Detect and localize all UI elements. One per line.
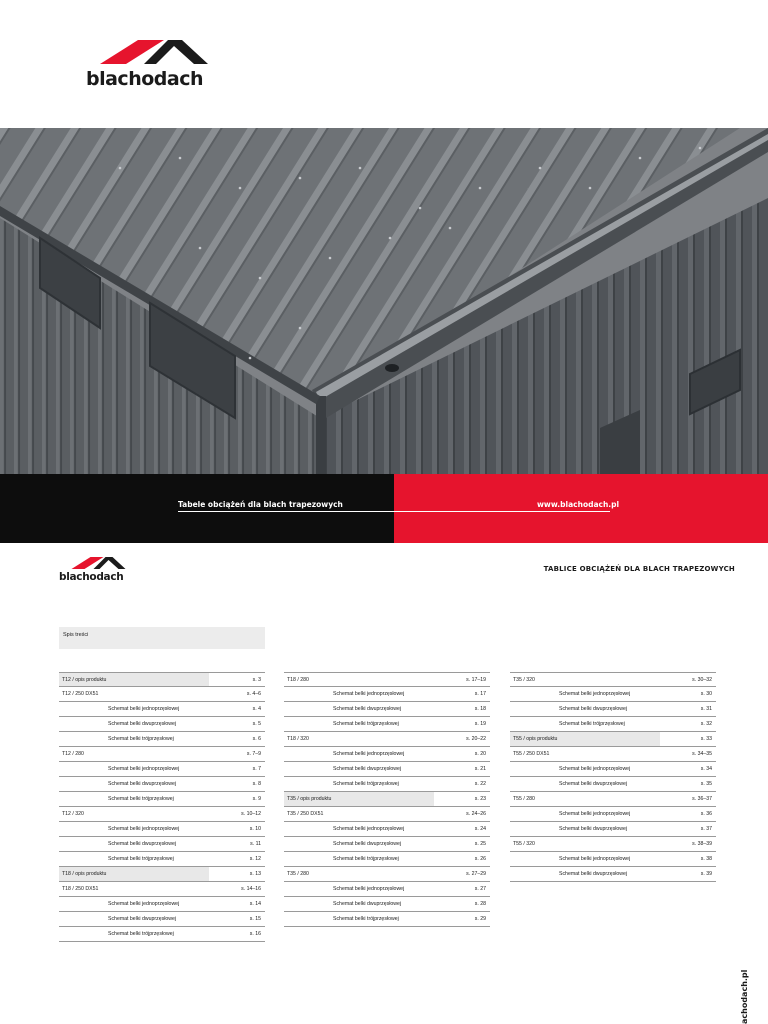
toc-column-2	[284, 672, 490, 927]
toc-page-number: s. 18	[474, 706, 486, 712]
toc-entry-row[interactable]	[59, 852, 265, 867]
toc-entry-row[interactable]	[59, 927, 265, 942]
toc-section-row[interactable]	[510, 672, 716, 687]
toc-label: Schemat belki trójprzęsłowej	[108, 796, 174, 802]
toc-section-row[interactable]	[510, 792, 716, 807]
toc-label: Schemat belki dwuprzęsłowej	[108, 781, 177, 787]
document-title: TABLICE OBCIĄŻEŃ DLA BLACH TRAPEZOWYCH	[543, 565, 735, 573]
toc-entry-row[interactable]	[284, 837, 490, 852]
toc-label: T55 / 320	[513, 841, 535, 847]
toc-page-number: s. 31	[700, 706, 712, 712]
toc-label: Schemat belki trójprzęsłowej	[108, 931, 174, 937]
toc-entry-row[interactable]	[510, 702, 716, 717]
toc-label: Schemat belki jednoprzęsłowej	[108, 706, 180, 712]
toc-page-number: s. 13	[249, 871, 261, 877]
toc-label: T18 / 280	[287, 677, 309, 683]
toc-label: Schemat belki jednoprzęsłowej	[559, 856, 631, 862]
toc-section-row[interactable]	[59, 747, 265, 762]
toc-section-row[interactable]	[510, 747, 716, 762]
toc-label: Schemat belki dwuprzęsłowej	[559, 871, 628, 877]
toc-label: Schemat belki jednoprzęsłowej	[559, 811, 631, 817]
toc-section-row[interactable]	[59, 867, 265, 882]
toc-label: Schemat belki trójprzęsłowej	[559, 721, 625, 727]
toc-page-number: s. 35	[700, 781, 712, 787]
toc-page-number: s. 7	[252, 766, 261, 772]
toc-page-number: s. 34	[700, 766, 712, 772]
toc-label: Schemat belki dwuprzęsłowej	[108, 916, 177, 922]
building-roof-illustration	[0, 128, 768, 474]
toc-entry-row[interactable]	[284, 882, 490, 897]
cover-header	[0, 0, 768, 128]
brand-wordmark: blachodach	[86, 68, 203, 90]
toc-label: Schemat belki dwuprzęsłowej	[559, 706, 628, 712]
toc-page-number: s. 27	[474, 886, 486, 892]
toc-entry-row[interactable]	[510, 717, 716, 732]
toc-page-number: s. 32	[700, 721, 712, 727]
toc-page-number: s. 29	[474, 916, 486, 922]
toc-label: Schemat belki jednoprzęsłowej	[333, 826, 405, 832]
toc-page-number: s. 6	[252, 736, 261, 742]
toc-label: T12 / opis produktu	[62, 677, 107, 683]
brand-logo[interactable]	[86, 38, 226, 94]
toc-page-number: s. 24	[474, 826, 486, 832]
toc-page-number: s. 38	[700, 856, 712, 862]
vertical-website-text: achodach.pl	[740, 969, 749, 1024]
toc-page-number: s. 26	[474, 856, 486, 862]
toc-entry-row[interactable]	[284, 702, 490, 717]
toc-entry-row[interactable]	[510, 867, 716, 882]
toc-page-number: s. 39	[700, 871, 712, 877]
toc-page-number: s. 24–26	[466, 811, 486, 817]
toc-label: T12 / 320	[62, 811, 84, 817]
toc-page-number: s. 28	[474, 901, 486, 907]
toc-page-number: s. 14	[249, 901, 261, 907]
toc-page-number: s. 15	[249, 916, 261, 922]
toc-page-number: s. 17–19	[466, 677, 486, 683]
toc-entry-row[interactable]	[59, 777, 265, 792]
toc-section-row[interactable]	[59, 672, 265, 687]
toc-page-number: s. 33	[700, 736, 712, 742]
toc-page-number: s. 30–32	[692, 677, 712, 683]
toc-page-number: s. 11	[250, 841, 261, 847]
toc-page-number: s. 4–6	[246, 691, 261, 697]
toc-entry-row[interactable]	[59, 822, 265, 837]
toc-page-number: s. 14–16	[241, 886, 261, 892]
toc-page-number: s. 3	[252, 677, 261, 683]
toc-section-row[interactable]	[284, 867, 490, 882]
toc-label: Schemat belki trójprzęsłowej	[333, 721, 399, 727]
toc-label: T55 / opis produktu	[513, 736, 558, 742]
toc-label: Schemat belki dwuprzęsłowej	[333, 901, 402, 907]
toc-label: Schemat belki trójprzęsłowej	[108, 736, 174, 742]
toc-label: Schemat belki dwuprzęsłowej	[333, 841, 402, 847]
toc-entry-row[interactable]	[284, 852, 490, 867]
toc-page-number: s. 19	[474, 721, 486, 727]
website-link[interactable]: www.blachodach.pl	[537, 500, 620, 509]
toc-entry-row[interactable]	[510, 777, 716, 792]
roof-logo-icon	[69, 556, 129, 570]
toc-entry-row[interactable]	[510, 762, 716, 777]
toc-section-row[interactable]	[284, 672, 490, 687]
toc-label: Schemat belki dwuprzęsłowej	[559, 826, 628, 832]
toc-label: Schemat belki trójprzęsłowej	[333, 916, 399, 922]
toc-label: T12 / 280	[62, 751, 84, 757]
toc-entry-row[interactable]	[59, 717, 265, 732]
toc-section-row[interactable]	[510, 837, 716, 852]
toc-label: Schemat belki trójprzęsłowej	[333, 856, 399, 862]
toc-page-number: s. 17	[474, 691, 486, 697]
toc-label: Schemat belki trójprzęsłowej	[333, 781, 399, 787]
toc-label: T12 / 250 DX51	[62, 691, 99, 697]
toc-page-number: s. 25	[474, 841, 486, 847]
toc-section-row[interactable]	[284, 732, 490, 747]
toc-entry-row[interactable]	[284, 912, 490, 927]
toc-entry-row[interactable]	[510, 852, 716, 867]
toc-column-1	[59, 672, 265, 942]
toc-page-number: s. 27–29	[466, 871, 486, 877]
toc-section-row[interactable]	[284, 807, 490, 822]
toc-section-row[interactable]	[59, 882, 265, 897]
toc-entry-row[interactable]	[284, 717, 490, 732]
toc-entry-row[interactable]	[284, 687, 490, 702]
toc-entry-row[interactable]	[284, 777, 490, 792]
toc-label: Schemat belki jednoprzęsłowej	[108, 766, 180, 772]
toc-page-number: s. 4	[252, 706, 261, 712]
toc-label: T55 / 280	[513, 796, 535, 802]
toc-label: T35 / 250 DX51	[287, 811, 324, 817]
toc-label: Schemat belki dwuprzęsłowej	[333, 766, 402, 772]
cover-subtitle: Tabele obciążeń dla blach trapezowych	[178, 500, 343, 509]
toc-label: T35 / 280	[287, 871, 309, 877]
toc-page-number: s. 7–9	[246, 751, 261, 757]
toc-entry-row[interactable]	[284, 897, 490, 912]
brand-wordmark: blachodach	[59, 571, 124, 583]
cover-band	[0, 474, 768, 543]
toc-label: Schemat belki jednoprzęsłowej	[333, 751, 405, 757]
toc-entry-row[interactable]	[59, 732, 265, 747]
toc-label: Schemat belki jednoprzęsłowej	[333, 886, 405, 892]
toc-page-number: s. 10	[249, 826, 261, 832]
toc-entry-row[interactable]	[510, 687, 716, 702]
toc-page-number: s. 30	[700, 691, 712, 697]
toc-page-number: s. 36	[700, 811, 712, 817]
toc-entry-row[interactable]	[59, 897, 265, 912]
toc-heading: Spis treści	[63, 632, 89, 638]
toc-label: Schemat belki jednoprzęsłowej	[108, 901, 180, 907]
toc-page-number: s. 5	[252, 721, 261, 727]
toc-label: Schemat belki dwuprzęsłowej	[108, 721, 177, 727]
toc-page-number: s. 10–12	[241, 811, 261, 817]
toc-section-row[interactable]	[284, 792, 490, 807]
toc-page-number: s. 23	[474, 796, 486, 802]
roof-logo-icon	[100, 38, 210, 66]
toc-entry-row[interactable]	[59, 702, 265, 717]
toc-entry-row[interactable]	[510, 807, 716, 822]
toc-label: Schemat belki jednoprzęsłowej	[108, 826, 180, 832]
brand-logo-small[interactable]	[59, 556, 139, 586]
toc-entry-row[interactable]	[510, 822, 716, 837]
toc-page-number: s. 22	[474, 781, 486, 787]
toc-page-number: s. 34–35	[692, 751, 712, 757]
toc-page-number: s. 20–22	[466, 736, 486, 742]
toc-entry-row[interactable]	[59, 912, 265, 927]
toc-entry-row[interactable]	[59, 762, 265, 777]
toc-page-number: s. 37	[700, 826, 712, 832]
toc-label: Schemat belki dwuprzęsłowej	[333, 706, 402, 712]
toc-section-row[interactable]	[59, 807, 265, 822]
toc-label: T35 / 320	[513, 677, 535, 683]
toc-entry-row[interactable]	[284, 762, 490, 777]
toc-page-number: s. 38–39	[692, 841, 712, 847]
toc-label: Schemat belki jednoprzęsłowej	[559, 766, 631, 772]
toc-page-number: s. 8	[252, 781, 261, 787]
toc-entry-row[interactable]	[284, 747, 490, 762]
hero-image	[0, 128, 768, 474]
toc-label: Schemat belki dwuprzęsłowej	[559, 781, 628, 787]
toc-entry-row[interactable]	[59, 837, 265, 852]
toc-label: T18 / 320	[287, 736, 309, 742]
toc-page-number: s. 16	[249, 931, 261, 937]
toc-label: T18 / opis produktu	[62, 871, 107, 877]
toc-section-row[interactable]	[59, 687, 265, 702]
toc-column-3	[510, 672, 716, 882]
toc-page-number: s. 20	[474, 751, 486, 757]
toc-page-number: s. 9	[252, 796, 261, 802]
toc-page-number: s. 36–37	[692, 796, 712, 802]
toc-label: Schemat belki jednoprzęsłowej	[333, 691, 405, 697]
toc-section-row[interactable]	[510, 732, 716, 747]
toc-label: T18 / 250 DX51	[62, 886, 99, 892]
toc-page-number: s. 12	[249, 856, 261, 862]
toc-label: Schemat belki jednoprzęsłowej	[559, 691, 631, 697]
toc-label: T55 / 250 DX51	[513, 751, 550, 757]
toc-label: Schemat belki dwuprzęsłowej	[108, 841, 177, 847]
toc-entry-row[interactable]	[284, 822, 490, 837]
toc-label: T35 / opis produktu	[287, 796, 332, 802]
toc-entry-row[interactable]	[59, 792, 265, 807]
toc-heading-box	[59, 627, 265, 649]
toc-label: Schemat belki trójprzęsłowej	[108, 856, 174, 862]
toc-page-number: s. 21	[474, 766, 486, 772]
band-divider-line	[178, 511, 610, 512]
